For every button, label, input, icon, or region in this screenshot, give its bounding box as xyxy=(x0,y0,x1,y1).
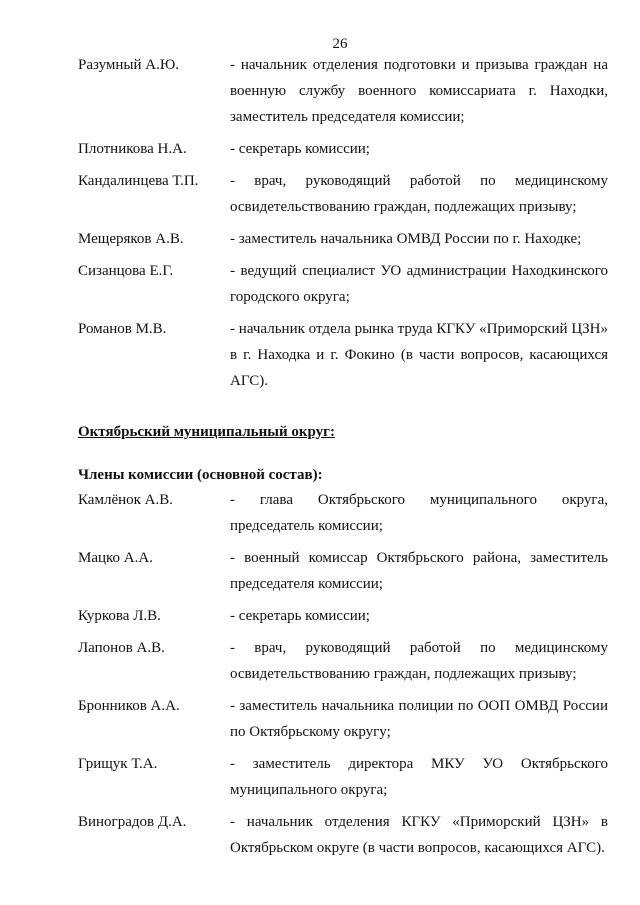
member-row xyxy=(78,316,608,394)
member-role: - заместитель директора МКУ УО Октябрьского муниципального округа; xyxy=(230,756,608,798)
member-row xyxy=(78,226,608,252)
member-row xyxy=(78,136,608,162)
member-role: - военный комиссар Октябрьского района, заместитель председателя комиссии; xyxy=(230,550,608,592)
member-row xyxy=(78,603,608,629)
commission-members-list xyxy=(78,52,608,861)
member-role: - ведущий специалист УО администрации Находкинского городского округа; xyxy=(230,263,608,305)
member-role: - заместитель начальника ОМВД России по г. Находке; xyxy=(230,231,582,247)
member-role: - заместитель начальника полиции по ООП ОМВД России по Октябрьскому округу; xyxy=(230,698,608,740)
member-role: - секретарь комиссии; xyxy=(230,141,370,157)
member-name: Плотникова Н.А. xyxy=(78,141,187,157)
member-role: - начальник отделения КГКУ «Приморский ЦЗН» в Октябрьском округе (в части вопросов, касающихся АГС). xyxy=(230,814,608,856)
member-row xyxy=(78,545,608,597)
member-name: Бронников А.А. xyxy=(78,698,180,714)
member-name: Грищук Т.А. xyxy=(78,756,158,772)
member-row xyxy=(78,52,608,130)
member-name: Виноградов Д.А. xyxy=(78,814,187,830)
member-name: Мещеряков А.В. xyxy=(78,231,184,247)
subsection-title: Члены комиссии (основной состав): xyxy=(78,467,323,483)
member-name: Мацко А.А. xyxy=(78,550,153,566)
member-row xyxy=(78,487,608,539)
member-row xyxy=(78,809,608,861)
member-row xyxy=(78,693,608,745)
member-role: - глава Октябрьского муниципального округа, председатель комиссии; xyxy=(230,492,608,534)
member-row xyxy=(78,168,608,220)
member-name: Романов М.В. xyxy=(78,321,167,337)
member-row xyxy=(78,635,608,687)
member-role: - врач, руководящий работой по медицинскому освидетельствованию граждан, подлежащих призыву; xyxy=(230,640,608,682)
member-name: Кандалинцева Т.П. xyxy=(78,173,199,189)
member-role: - начальник отделения подготовки и призыва граждан на военную службу военного комиссариата г. Находки, заместитель председателя комиссии; xyxy=(230,57,608,125)
page-number: 26 xyxy=(332,36,348,52)
member-name: Камлёнок А.В. xyxy=(78,492,174,508)
member-role: - секретарь комиссии; xyxy=(230,608,370,624)
member-role: - врач, руководящий работой по медицинскому освидетельствованию граждан, подлежащих призыву; xyxy=(230,173,608,215)
member-name: Сизанцова Е.Г. xyxy=(78,263,174,279)
member-name: Разумный А.Ю. xyxy=(78,57,180,73)
section-title: Октябрьский муниципальный округ: xyxy=(78,424,335,440)
member-row xyxy=(78,751,608,803)
member-role: - начальник отдела рынка труда КГКУ «Приморский ЦЗН» в г. Находка и г. Фокино (в части вопросов, касающихся АГС). xyxy=(230,321,608,389)
member-name: Лапонов А.В. xyxy=(78,640,165,656)
member-name: Куркова Л.В. xyxy=(78,608,161,624)
member-row xyxy=(78,258,608,310)
